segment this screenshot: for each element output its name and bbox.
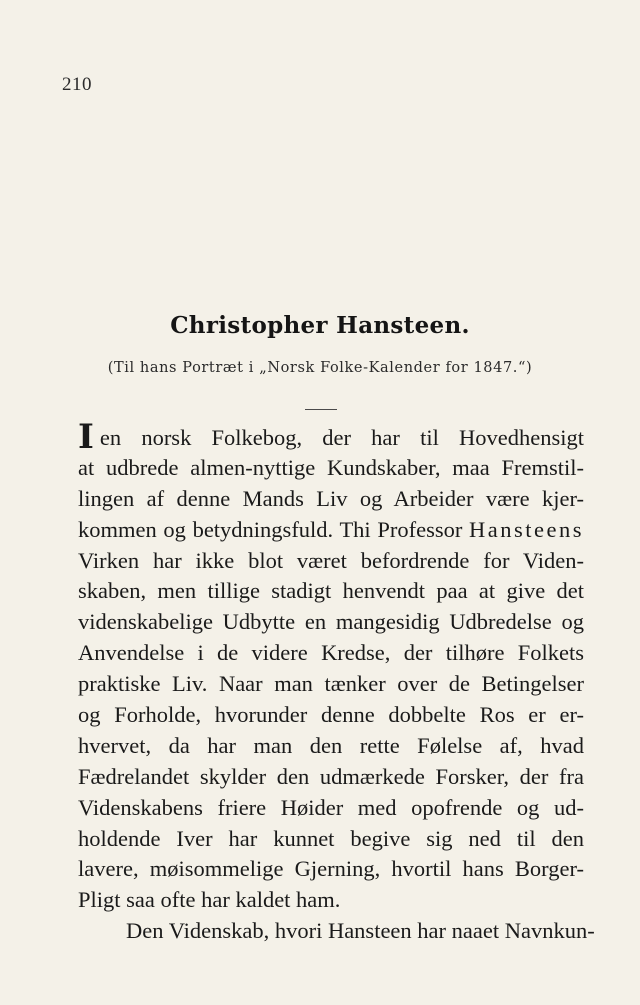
page-number: 210 [62,74,92,95]
text-line-content: kommen og betydningsfuld. Thi Professor [78,516,463,542]
text-line [78,417,584,457]
text-line: skaben, men tillige stadigt henvendt paa at give det [78,578,584,604]
text-line: praktiske Liv. Naar man tænker over de Betingelser [78,671,584,697]
text-line: at udbrede almen-nyttige Kundskaber, maa Fremstil- [78,454,584,480]
text-line [78,515,584,546]
text-line: lavere, møisommelige Gjerning, hvortil hans Borger- [78,856,584,882]
text-line: Den Videnskab, hvori Hansteen har naaet Navnkun- [126,918,595,944]
chapter-subtitle: (Til hans Portræt i „Norsk Folke-Kalender for 1847.“) [107,360,533,376]
text-line: Anvendelse i de videre Kredse, der tilhøre Folkets [78,640,584,666]
text-line: og Forholde, hvorunder denne dobbelte Ros er er- [78,702,584,728]
text-line: lingen af denne Mands Liv og Arbeider være kjer- [78,485,584,511]
text-line: Videnskabens friere Høider med opofrende og ud- [78,794,584,820]
text-line: videnskabelige Udbytte en mangesidig Udbredelse og [78,609,584,635]
chapter-title: Christopher Hansteen. [170,312,470,339]
spaced-name: Hansteens [469,516,585,542]
text-line: Virken har ikke blot været befordrende for Viden- [78,547,584,573]
section-divider [305,409,337,410]
initial-letter: I [78,417,94,457]
text-line-content: en norsk Folkebog, der har til Hovedhensigt [99,425,584,450]
text-line: Pligt saa ofte har kaldet ham. [78,887,341,913]
text-line: Fædrelandet skylder den udmærkede Forsker, der fra [78,763,584,789]
body-text [78,417,595,947]
text-line: hvervet, da har man den rette Følelse af, hvad [78,732,584,758]
text-line: holdende Iver har kunnet begive sig ned til den [78,825,584,851]
